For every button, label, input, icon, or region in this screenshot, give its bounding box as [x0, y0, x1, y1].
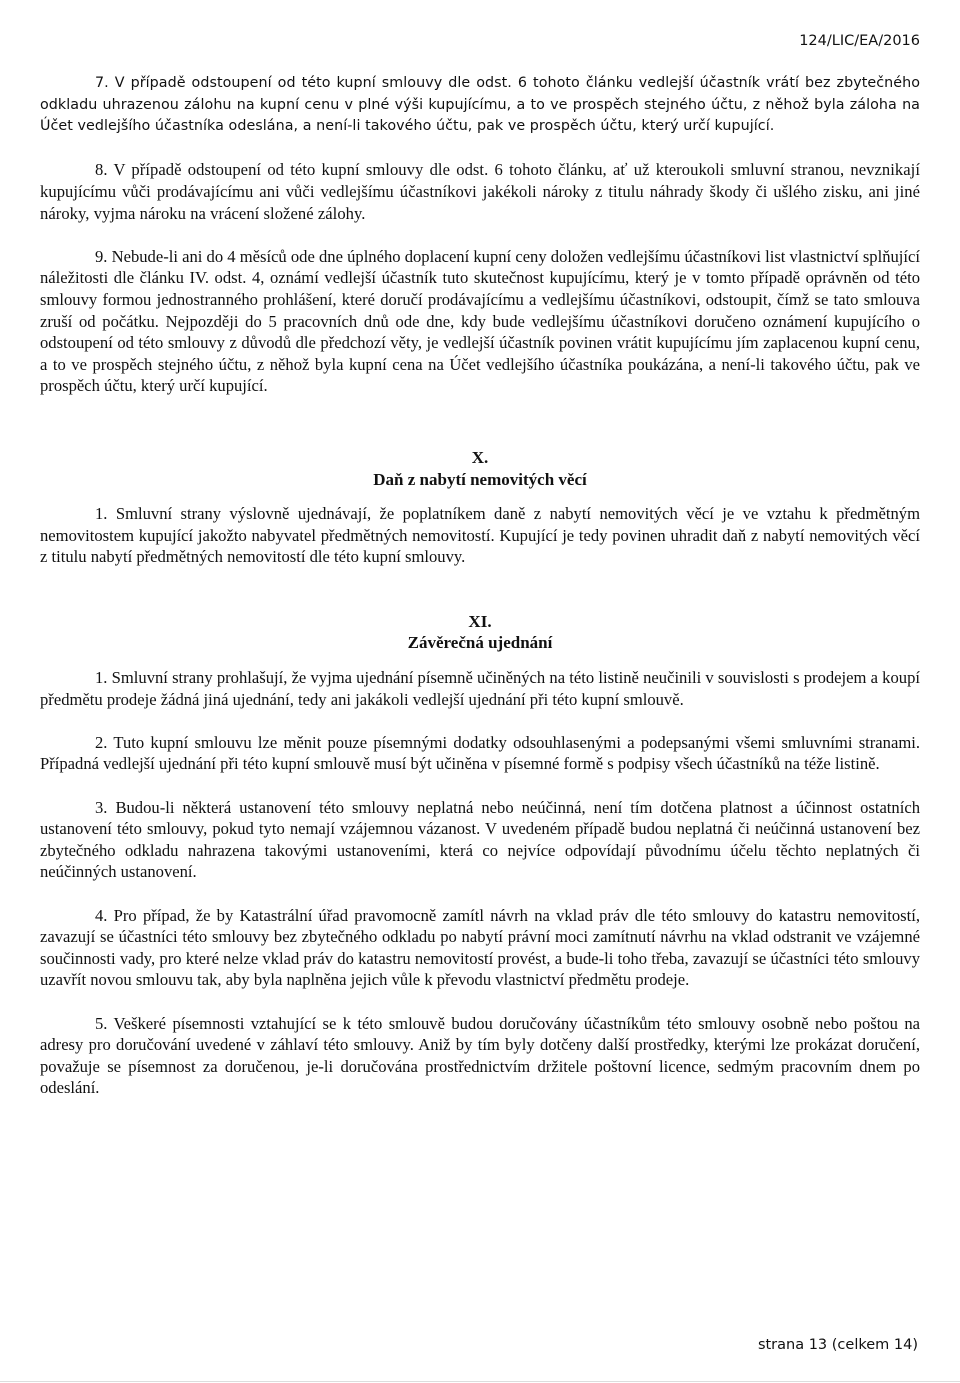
spacer [40, 568, 920, 611]
spacer [40, 654, 920, 667]
section-xi-paragraph-2: 2. Tuto kupní smlouvu lze měnit pouze písemnými dodatky odsouhlasenými a podepsanými všemi smluvními stranami. Případná vedlejší ujednání při této kupní smlouvě musí být učiněna v písemné formě s podpisy všech účastníků na téže listině. [40, 732, 920, 774]
section-x-title: Daň z nabytí nemovitých věcí [373, 469, 587, 489]
paragraph-8: 8. V případě odstoupení od této kupní smlouvy dle odst. 6 tohoto článku, ať už kteroukoli smluvní stranou, nevznikají kupujícímu vůči prodávajícímu ani vůči vedlejšímu účastníkovi jakékoli nároky z titulu náhrady škody či ušlého zisku, ani jiné nároky, vyjma nároku na vrácení složené zálohy. [40, 160, 920, 223]
spacer [40, 991, 920, 1013]
section-xi-number: XI. [468, 611, 492, 631]
spacer [40, 397, 920, 447]
section-x-paragraph-1: 1. Smluvní strany výslovně ujednávají, že poplatníkem daně z nabytí nemovitých věcí je ve vztahu k předmětným nemovitostem kupující jakožto nabyvatel předmětných nemovitostí. Kupující je tedy povinen uhradit daň z nabytí nemovitých věcí z titulu nabytí předmětných nemovitostí dle této kupní smlouvy. [40, 504, 920, 567]
spacer [40, 775, 920, 797]
spacer [40, 224, 920, 246]
section-xi-paragraph-1: 1. Smluvní strany prohlašují, že vyjma ujednání písemně učiněných na této listině neučinili v souvislosti s prodejem a koupí předmětu prodeje žádná jiná ujednání, tedy ani jakákoli vedlejší ujednání při této kupní smlouvě. [40, 668, 920, 709]
page-number: strana 13 (celkem 14) [757, 1337, 918, 1353]
bottom-divider [0, 1381, 960, 1382]
spacer [40, 710, 920, 732]
spacer [40, 883, 920, 905]
document-reference-number: 124/LIC/EA/2016 [799, 33, 920, 49]
paragraph-7: 7. V případě odstoupení od této kupní smlouvy dle odst. 6 tohoto článku vedlejší účastník vrátí bez zbytečného odkladu uhrazenou zálohu na kupní cenu v plné výši kupujícímu, a to ve prospěch stejného účtu, z něhož byla záloha na Účet vedlejšího účastníka odeslána, a není-li takového účtu, pak ve prospěch účtu, který určí kupující. [40, 75, 920, 135]
spacer [40, 138, 920, 160]
section-xi-title: Závěrečná ujednání [407, 633, 553, 653]
spacer [40, 490, 920, 503]
section-xi-paragraph-5: 5. Veškeré písemnosti vztahující se k této smlouvě budou doručovány účastníkům této smlouvy osobně nebo poštou na adresy pro doručování uvedené v záhlaví této smlouvy. Aniž by tím byly dotčeny další prostředky, kterými lze prokázat doručení, považuje se písemnost za doručenou, je-li doručována prostřednictvím držitele poštovní licence, sedmým pracovním dnem po odeslání. [40, 1013, 920, 1098]
section-xi-paragraph-4: 4. Pro případ, že by Katastrální úřad pravomocně zamítl návrh na vklad práv dle této smlouvy do katastru nemovitostí, zavazují se účastníci této smlouvy bez zbytečného odkladu po nabytí právní moci zamítnutí návrhu na vklad odstranit ve vzájemné součinnosti vady, pro které nelze vklad práv do katastru nemovitostí provést, a bude-li toho třeba, zavazují se účastníci této smlouvy uzavřít novou smlouvu tak, aby byla naplněna jejich vůle k převodu vlastnictví předmětu prodeje. [40, 905, 920, 990]
section-xi-paragraph-3: 3. Budou-li některá ustanovení této smlouvy neplatná nebo neúčinná, není tím dotčena platnost a účinnost ostatních ustanovení této smlouvy, pokud tyto nemají vzájemnou vázanost. V uvedeném případě budou neplatná či neúčinná ustanovení bez zbytečného odkladu nahrazena takovými ustanoveními, která co nejvíce odpovídají původnímu účelu těchto neplatných či neúčinných ustanovení. [40, 797, 920, 882]
document-body [40, 73, 920, 1099]
paragraph-9: 9. Nebude-li ani do 4 měsíců ode dne úplného doplacení kupní ceny doložen vedlejšímu účastníkovi list vlastnictví splňující náležitosti dle článku IV. odst. 4, oznámí vedlejší účastník tuto skutečnost kupujícímu, který je v tomto případě oprávněn od této smlouvy formou jednostranného prohlášení, které doručí prodávajícímu a vedlejšímu účastníkovi, odstoupit, čímž se tato smlouva zruší od počátku. Nejpozději do 5 pracovních dnů ode dne, kdy bude vedlejšímu účastníkovi doručeno oznámení kupujícího o odstoupení od této smlouvy z důvodů dle předchozí věty, je vedlejší účastník povinen vrátit kupujícímu jím zaplacenou kupní cenu, a to ve prospěch stejného účtu, z něhož byla kupní cena na Účet vedlejšího účastníka poukázána, a není-li takového účtu, pak ve prospěch účtu, který určí kupující. [40, 246, 920, 396]
section-x-number: X. [471, 447, 489, 467]
